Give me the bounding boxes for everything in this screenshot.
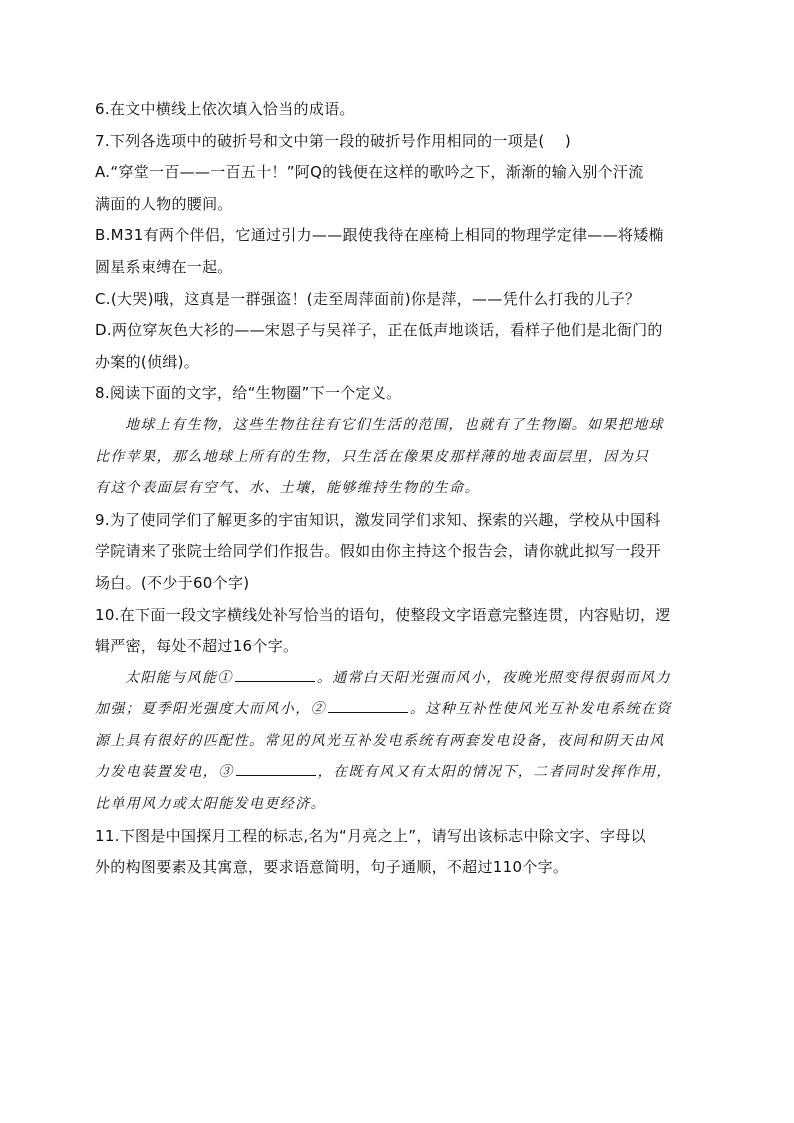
- question-7-option-b-cont: 圆星系束缚在一起。: [95, 257, 233, 276]
- question-10-passage-line: [95, 694, 707, 726]
- question-8-passage-line: 比作苹果，那么地球上所有的生物，只生活在像果皮那样薄的地表面层里，因为只: [95, 448, 650, 465]
- question-8-stem: 8.阅读下面的文字，给“生物圈”下一个定义。: [95, 384, 402, 403]
- question-8-passage-line: 地球上有生物，这些生物往往有它们生活的范围，也就有了生物圈。如果把地球: [125, 416, 664, 433]
- question-7-stem: 7.下列各选项中的破折号和文中第一段的破折号作用相同的一项是( ): [95, 131, 571, 150]
- question-6: 6.在文中横线上依次填入恰当的成语。: [95, 100, 355, 118]
- question-10-passage-line: [95, 663, 707, 695]
- question-11-cont: 外的构图要素及其寓意，要求语意简明，句子通顺，不超过110个字。: [95, 858, 569, 877]
- passage-text: 太阳能与风能①: [125, 669, 233, 686]
- passage-text: ，在既有风又有太阳的情况下，二者同时发挥作用，: [317, 764, 672, 781]
- question-10-passage-line: 比单用风力或太阳能发电更经济。: [95, 796, 326, 813]
- question-8-passage-line: 有这个表面层有空气、水、土壤，能够维持生物的生命。: [95, 480, 480, 497]
- question-7-option-a: A.“穿堂一百——一百五十！”阿Q的钱便在这样的歌吟之下，渐渐的输入别个汗流: [95, 163, 644, 182]
- question-7-option-b: B.M31有两个伴侣，它通过引力——跟使我待在座椅上相同的物理学定律——将矮椭: [95, 226, 664, 245]
- passage-text: 。通常白天阳光强而风小，夜晚光照变得很弱而风力: [316, 669, 672, 686]
- passage-text: 加强；夏季阳光强度大而风小，②: [95, 701, 326, 718]
- question-10-stem-cont: 辑严密，每处不超过16个字。: [95, 637, 299, 656]
- question-10-stem: 10.在下面一段文字横线处补写恰当的语句，使整段文字语意完整连贯，内容贴切，逻: [95, 605, 671, 624]
- question-7-option-a-cont: 满面的人物的腰间。: [95, 194, 233, 213]
- passage-text: 。这种互补性使风光互补发电系统在资: [410, 701, 672, 718]
- question-9-cont: 场白。(不少于60个字): [95, 573, 250, 592]
- answer-blank-2[interactable]: [328, 697, 408, 713]
- question-7-option-c: C.(大哭)哦，这真是一群强盗！(走至周萍面前)你是萍，——凭什么打我的儿子？: [95, 289, 641, 308]
- question-10-passage-line: 源上具有很好的匹配性。常见的风光互补发电系统有两套发电设备，夜间和阴天由风: [95, 732, 665, 749]
- question-7-option-d: D.两位穿灰色大衫的——宋恩子与吴祥子，正在低声地谈话，看样子他们是北衙门的: [95, 321, 663, 340]
- document-page: [95, 94, 707, 884]
- question-9: 9.为了使同学们了解更多的宇宙知识，激发同学们求知、探索的兴趣，学校从中国科: [95, 510, 661, 529]
- question-7-option-d-cont: 办案的(侦缉)。: [95, 352, 200, 371]
- answer-blank-3[interactable]: [236, 760, 316, 776]
- question-10-passage-line: [95, 757, 707, 789]
- question-9-cont: 学院请来了张院士给同学们作报告。假如由你主持这个报告会，请你就此拟写一段开: [95, 542, 662, 561]
- answer-blank-1[interactable]: [235, 666, 315, 682]
- question-11: 11.下图是中国探月工程的标志,名为“月亮之上”，请写出该标志中除文字、字母以: [95, 826, 646, 845]
- passage-text: 力发电装置发电，③: [95, 764, 234, 781]
